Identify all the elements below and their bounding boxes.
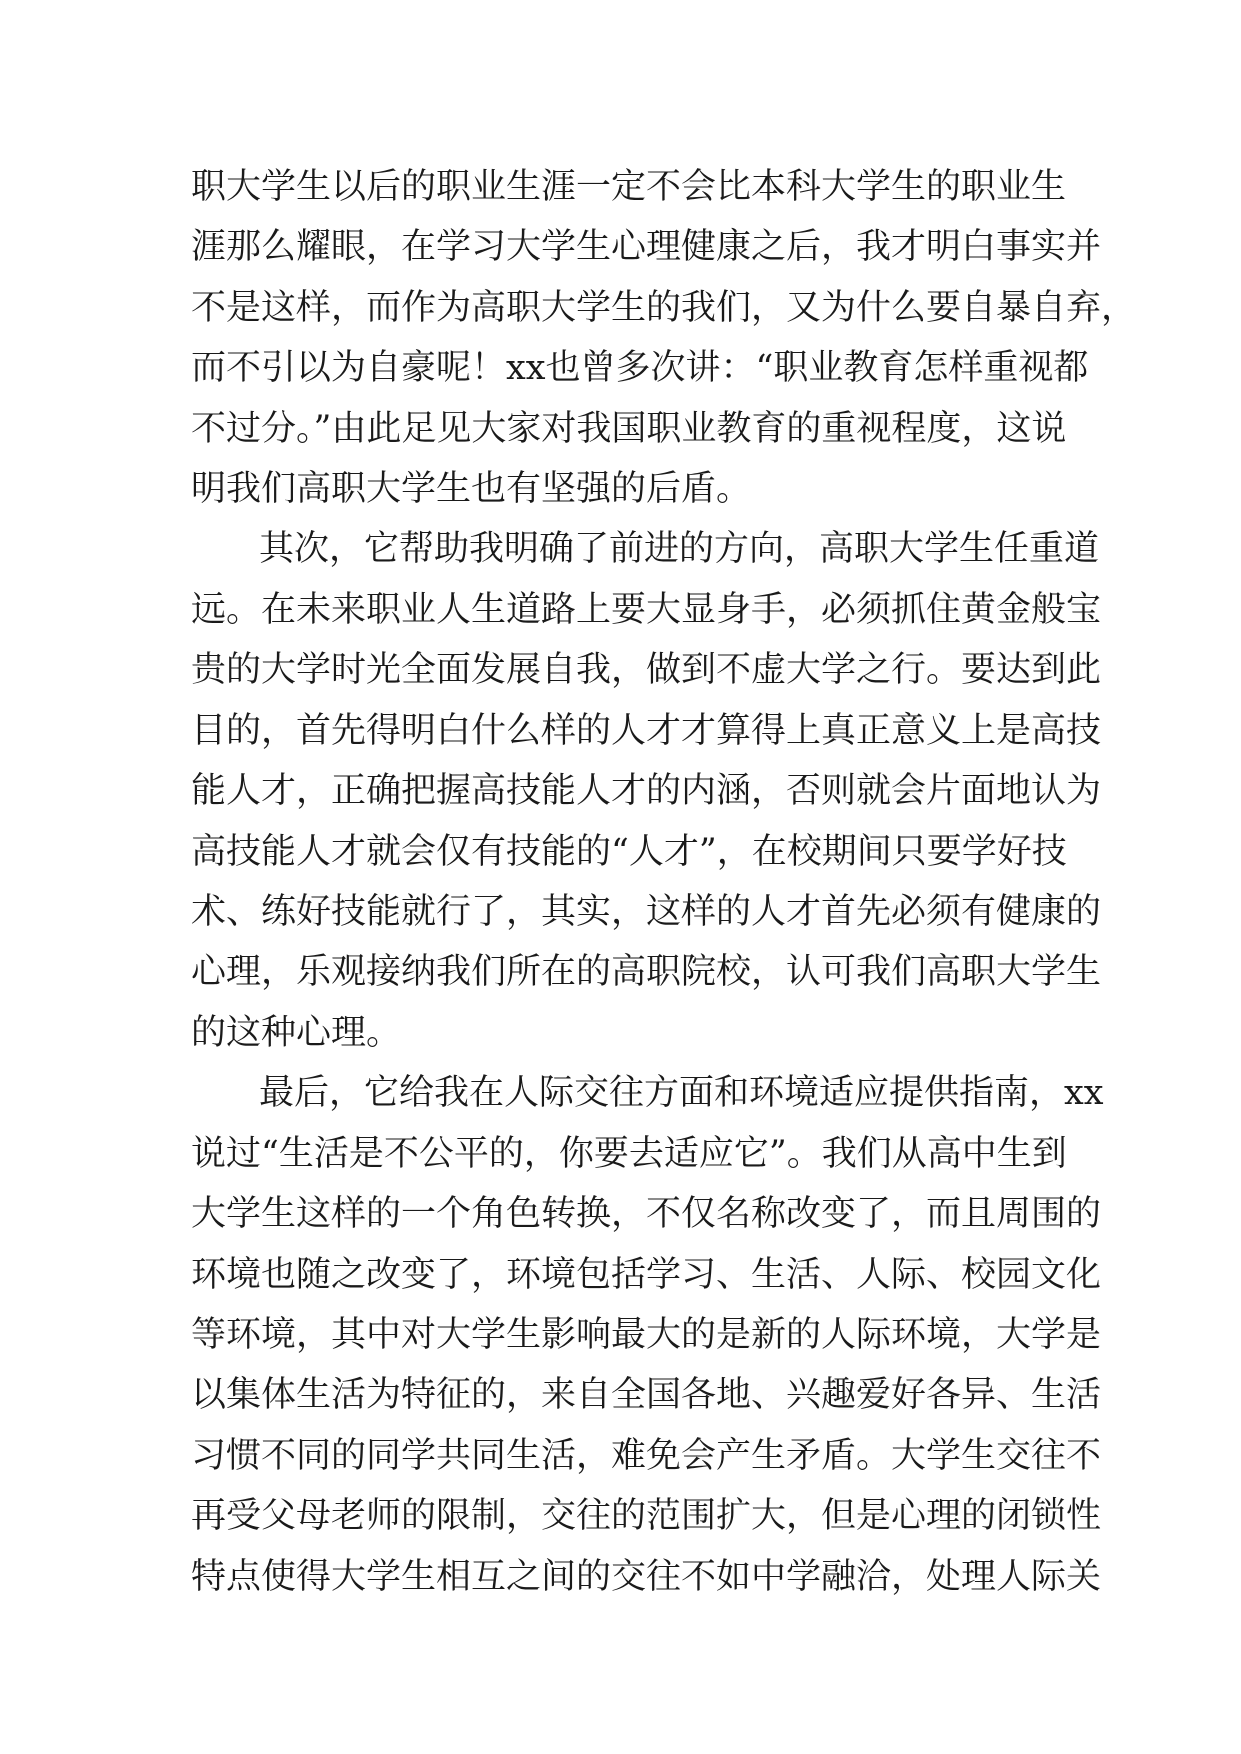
text-line: 涯那么耀眼，在学习大学生心理健康之后，我才明白事实并	[191, 227, 1102, 267]
text-line: 等环境，其中对大学生影响最大的是新的人际环境，大学是	[191, 1315, 1102, 1355]
text-line: 远。在未来职业人生道路上要大显身手，必须抓住黄金般宝	[191, 590, 1102, 630]
text-line: 环境也随之改变了，环境包括学习、生活、人际、校园文化	[191, 1255, 1102, 1295]
text-line: 说过“生活是不公平的，你要去适应它”。我们从高中生到	[191, 1134, 1067, 1174]
text-line: 大学生这样的一个角色转换，不仅名称改变了，而且周围的	[191, 1194, 1102, 1234]
text-line: 最后，它给我在人际交往方面和环境适应提供指南，xx	[259, 1073, 1104, 1113]
text-line: 心理，乐观接纳我们所在的高职院校，认可我们高职大学生	[191, 952, 1102, 992]
text-line: 的这种心理。	[191, 1013, 402, 1053]
text-line: 以集体生活为特征的，来自全国各地、兴趣爱好各异、生活	[191, 1375, 1102, 1415]
text-line: 其次，它帮助我明确了前进的方向，高职大学生任重道	[259, 529, 1100, 569]
text-line: 高技能人才就会仅有技能的“人才”，在校期间只要学好技	[191, 832, 1067, 872]
text-line: 而不引以为自豪呢！xx也曾多次讲：“职业教育怎样重视都	[191, 348, 1089, 388]
text-line: 习惯不同的同学共同生活，难免会产生矛盾。大学生交往不	[191, 1436, 1102, 1476]
text-line: 再受父母老师的限制，交往的范围扩大，但是心理的闭锁性	[191, 1496, 1102, 1536]
text-line: 能人才，正确把握高技能人才的内涵，否则就会片面地认为	[191, 771, 1102, 811]
text-line: 目的，首先得明白什么样的人才才算得上真正意义上是高技	[191, 711, 1102, 751]
text-line: 不是这样，而作为高职大学生的我们，又为什么要自暴自弃，	[191, 288, 1137, 328]
text-line: 贵的大学时光全面发展自我，做到不虚大学之行。要达到此	[191, 650, 1102, 690]
text-line: 职大学生以后的职业生涯一定不会比本科大学生的职业生	[191, 167, 1067, 207]
text-line: 特点使得大学生相互之间的交往不如中学融洽，处理人际关	[191, 1557, 1102, 1597]
text-line: 不过分。”由此足见大家对我国职业教育的重视程度，这说	[191, 409, 1067, 449]
text-line: 术、练好技能就行了，其实，这样的人才首先必须有健康的	[191, 892, 1102, 932]
text-line: 明我们高职大学生也有坚强的后盾。	[191, 469, 752, 509]
